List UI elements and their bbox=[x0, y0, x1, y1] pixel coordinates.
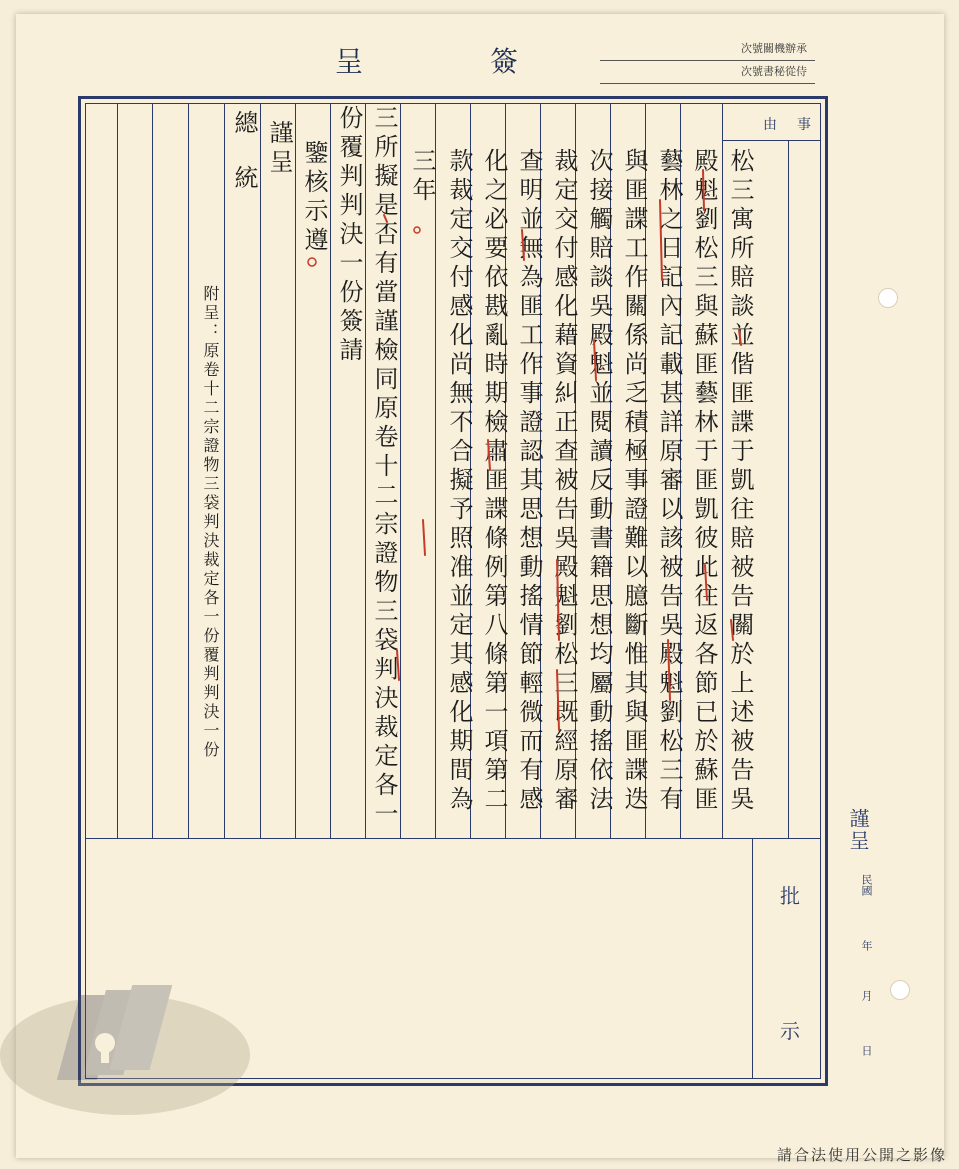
text-column-12: 份覆判判決一份簽請 bbox=[335, 105, 363, 366]
title-cheng: 呈 bbox=[335, 45, 366, 78]
side-yue: 月 bbox=[860, 990, 873, 1001]
text-column-14: 謹呈 bbox=[265, 120, 293, 178]
tong-char: 統 bbox=[230, 165, 258, 194]
text-column-11: 三所擬是否有當謹檢同原卷十二宗證物三袋判決裁定各一 bbox=[370, 105, 398, 830]
text-column-5: 次接觸賠談吳殿魁並閱讀反動書籍思想均屬動搖依法 bbox=[585, 148, 613, 815]
title-qian: 簽 bbox=[490, 45, 521, 78]
text-column-9: 款裁定交付感化尚無不合擬予照准並定其感化期間為 bbox=[445, 148, 473, 815]
punch-hole bbox=[890, 980, 910, 1000]
text-column-2: 殿魁劉松三與蘇匪藝林于匪凱彼此往返各節已於蘇匪 bbox=[690, 148, 718, 815]
instruction-pi: 批 bbox=[780, 884, 800, 908]
text-column-7: 查明並無為匪工作事證認其思想動搖情節輕微而有感 bbox=[515, 148, 543, 815]
text-column-3: 藝林之日記內記載甚詳原審以該被告吳殿魁劉松三有 bbox=[655, 148, 683, 815]
zong-char: 總 bbox=[230, 110, 258, 139]
routing-line-2: 次號書秘從侍 bbox=[600, 61, 815, 84]
side-nian: 年 bbox=[860, 940, 873, 951]
side-minguo: 民國 bbox=[860, 874, 873, 896]
side-jincheng: 謹呈 bbox=[846, 808, 870, 852]
instruction-shi: 示 bbox=[780, 1019, 800, 1043]
text-column-13: 鑒核示遵 bbox=[300, 140, 328, 256]
text-column-8: 化之必要依戡亂時期檢肅匪諜條例第八條第一項第二 bbox=[480, 148, 508, 815]
attachment-note: 附呈：原卷十二宗證物三袋判決裁定各一份覆判判決一份 bbox=[201, 285, 220, 760]
side-ri: 日 bbox=[860, 1045, 873, 1056]
punch-hole bbox=[878, 288, 898, 308]
text-column-10: 三年 bbox=[408, 148, 436, 206]
usage-notice: 請合法使用公開之影像 bbox=[776, 1146, 947, 1164]
text-column-4: 與匪諜工作關係尚乏積極事證難以臆斷惟其與匪諜迭 bbox=[620, 148, 648, 815]
subject-label-you: 由 bbox=[763, 117, 777, 133]
subject-label-shi: 事 bbox=[797, 117, 811, 133]
archive-watermark-icon bbox=[0, 975, 250, 1115]
text-column-6: 裁定交付感化藉資糾正查被告吳殿魁劉松三既經原審 bbox=[550, 148, 578, 815]
text-column-1: 松三寓所賠談並偕匪諜于凱往賠被告關於上述被告吳 bbox=[726, 148, 754, 815]
routing-line-1: 次號關機辦承 bbox=[600, 38, 815, 61]
